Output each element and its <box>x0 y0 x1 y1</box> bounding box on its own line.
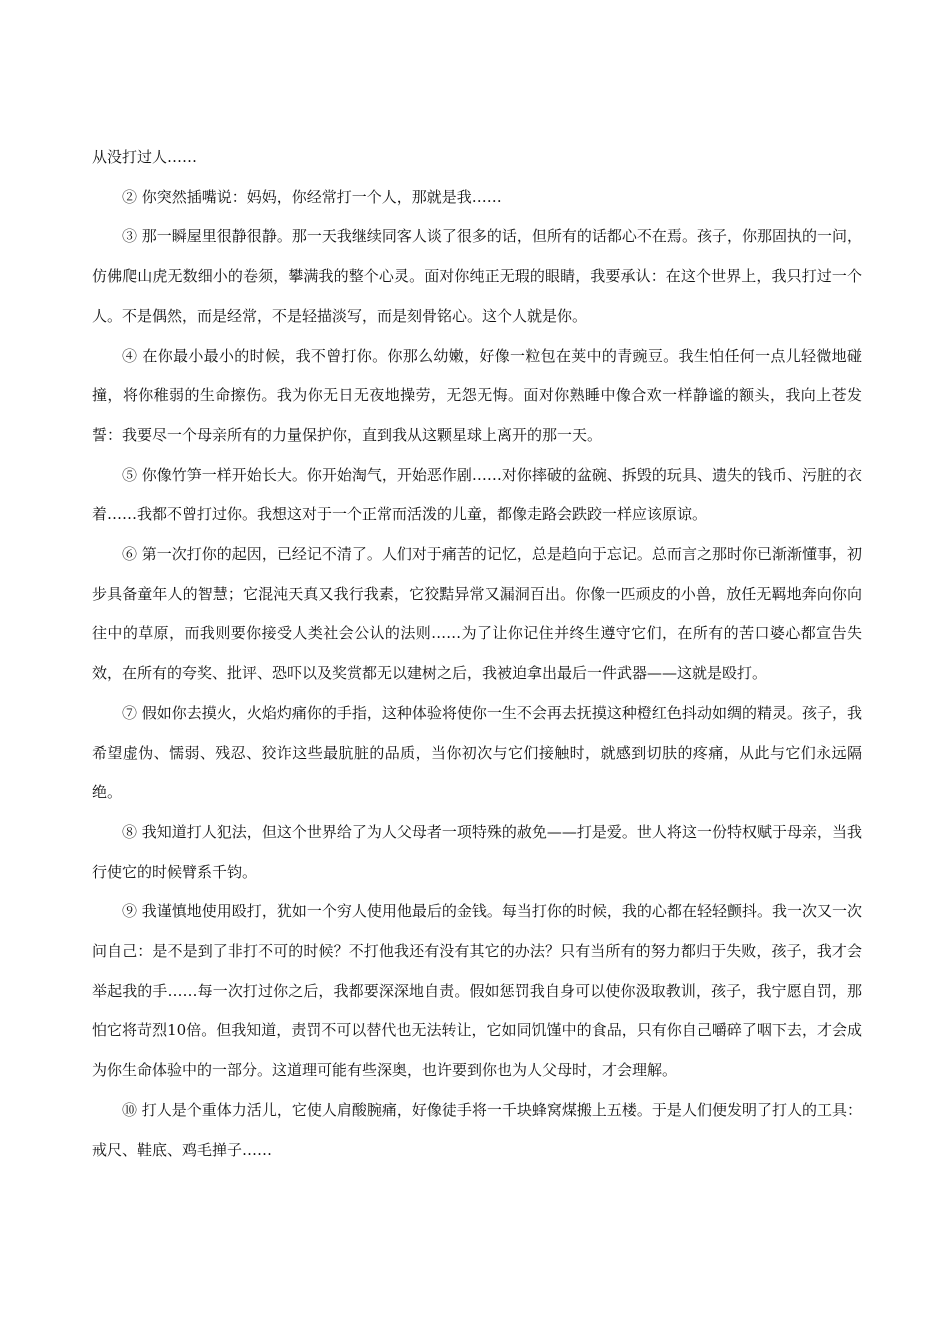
article-body <box>92 138 862 1170</box>
paragraph-5: ⑤ 你像竹笋一样开始长大。你开始淘气，开始恶作剧……对你摔破的盆碗、拆毁的玩具、遗失的钱币、污脏的衣着……我都不曾打过你。我想这对于一个正常而活泼的儿童，都像走路会跌跤一样应该原谅。 <box>92 465 862 524</box>
paragraph-6: ⑥ 第一次打你的起因，已经记不清了。人们对于痛苦的记忆，总是趋向于忘记。总而言之那时你已渐渐懂事，初步具备童年人的智慧；它混沌天真又我行我素，它狡黠异常又漏洞百出。你像一匹顽皮的小兽，放任无羁地奔向你向往中的草原，而我则要你接受人类社会公认的法则……为了让你记住并终生遵守它们，在所有的苦口婆心都宣告失效，在所有的夸奖、批评、恐吓以及奖赏都无以建树之后，我被迫拿出最后一件武器——这就是殴打。 <box>92 545 862 683</box>
paragraph-2: ② 你突然插嘴说：妈妈，你经常打一个人，那就是我…… <box>122 187 502 206</box>
paragraph-7: ⑦ 假如你去摸火，火焰灼痛你的手指，这种体验将使你一生不会再去抚摸这种橙红色抖动如绸的精灵。孩子，我希望虚伪、懦弱、残忍、狡诈这些最肮脏的品质，当你初次与它们接触时，就感到切肤的疼痛，从此与它们永远隔绝。 <box>92 703 862 802</box>
paragraph-10: ⑩ 打人是个重体力活儿，它使人肩酸腕痛，好像徒手将一千块蜂窝煤搬上五楼。于是人们便发明了打人的工具：戒尺、鞋底、鸡毛掸子…… <box>92 1100 862 1159</box>
paragraph-9: ⑨ 我谨慎地使用殴打，犹如一个穷人使用他最后的金钱。每当打你的时候，我的心都在轻轻颤抖。我一次又一次问自己：是不是到了非打不可的时候？不打他我还有没有其它的办法？只有当所有的努力都归于失败，孩子，我才会举起我的手……每一次打过你之后，我都要深深地自责。假如惩罚我自身可以使你汲取教训，孩子，我宁愿自罚，那怕它将苛烈10倍。但我知道，责罚不可以替代也无法转让，它如同饥馑中的食品，只有你自己嚼碎了咽下去，才会成为你生命体验中的一部分。这道理可能有些深奥，也许要到你也为人父母时，才会理解。 <box>92 902 862 1080</box>
paragraph-continuation: 从没打过人…… <box>92 148 198 166</box>
paragraph-3: ③ 那一瞬屋里很静很静。那一天我继续同客人谈了很多的话，但所有的话都心不在焉。孩子，你那固执的一问，仿佛爬山虎无数细小的卷须，攀满我的整个心灵。面对你纯正无瑕的眼睛，我要承认：在这个世界上，我只打过一个人。不是偶然，而是经常，不是轻描淡写，而是刻骨铭心。这个人就是你。 <box>92 227 862 325</box>
paragraph-4: ④ 在你最小最小的时候，我不曾打你。你那么幼嫩，好像一粒包在荚中的青豌豆。我生怕任何一点儿轻微地碰撞，将你稚弱的生命擦伤。我为你无日无夜地操劳，无怨无悔。面对你熟睡中像合欢一样静谧的额头，我向上苍发誓：我要尽一个母亲所有的力量保护你，直到我从这颗星球上离开的那一天。 <box>92 346 862 444</box>
paragraph-8: ⑧ 我知道打人犯法，但这个世界给了为人父母者一项特殊的赦免——打是爱。世人将这一份特权赋于母亲，当我行使它的时候臂系千钧。 <box>92 822 862 881</box>
